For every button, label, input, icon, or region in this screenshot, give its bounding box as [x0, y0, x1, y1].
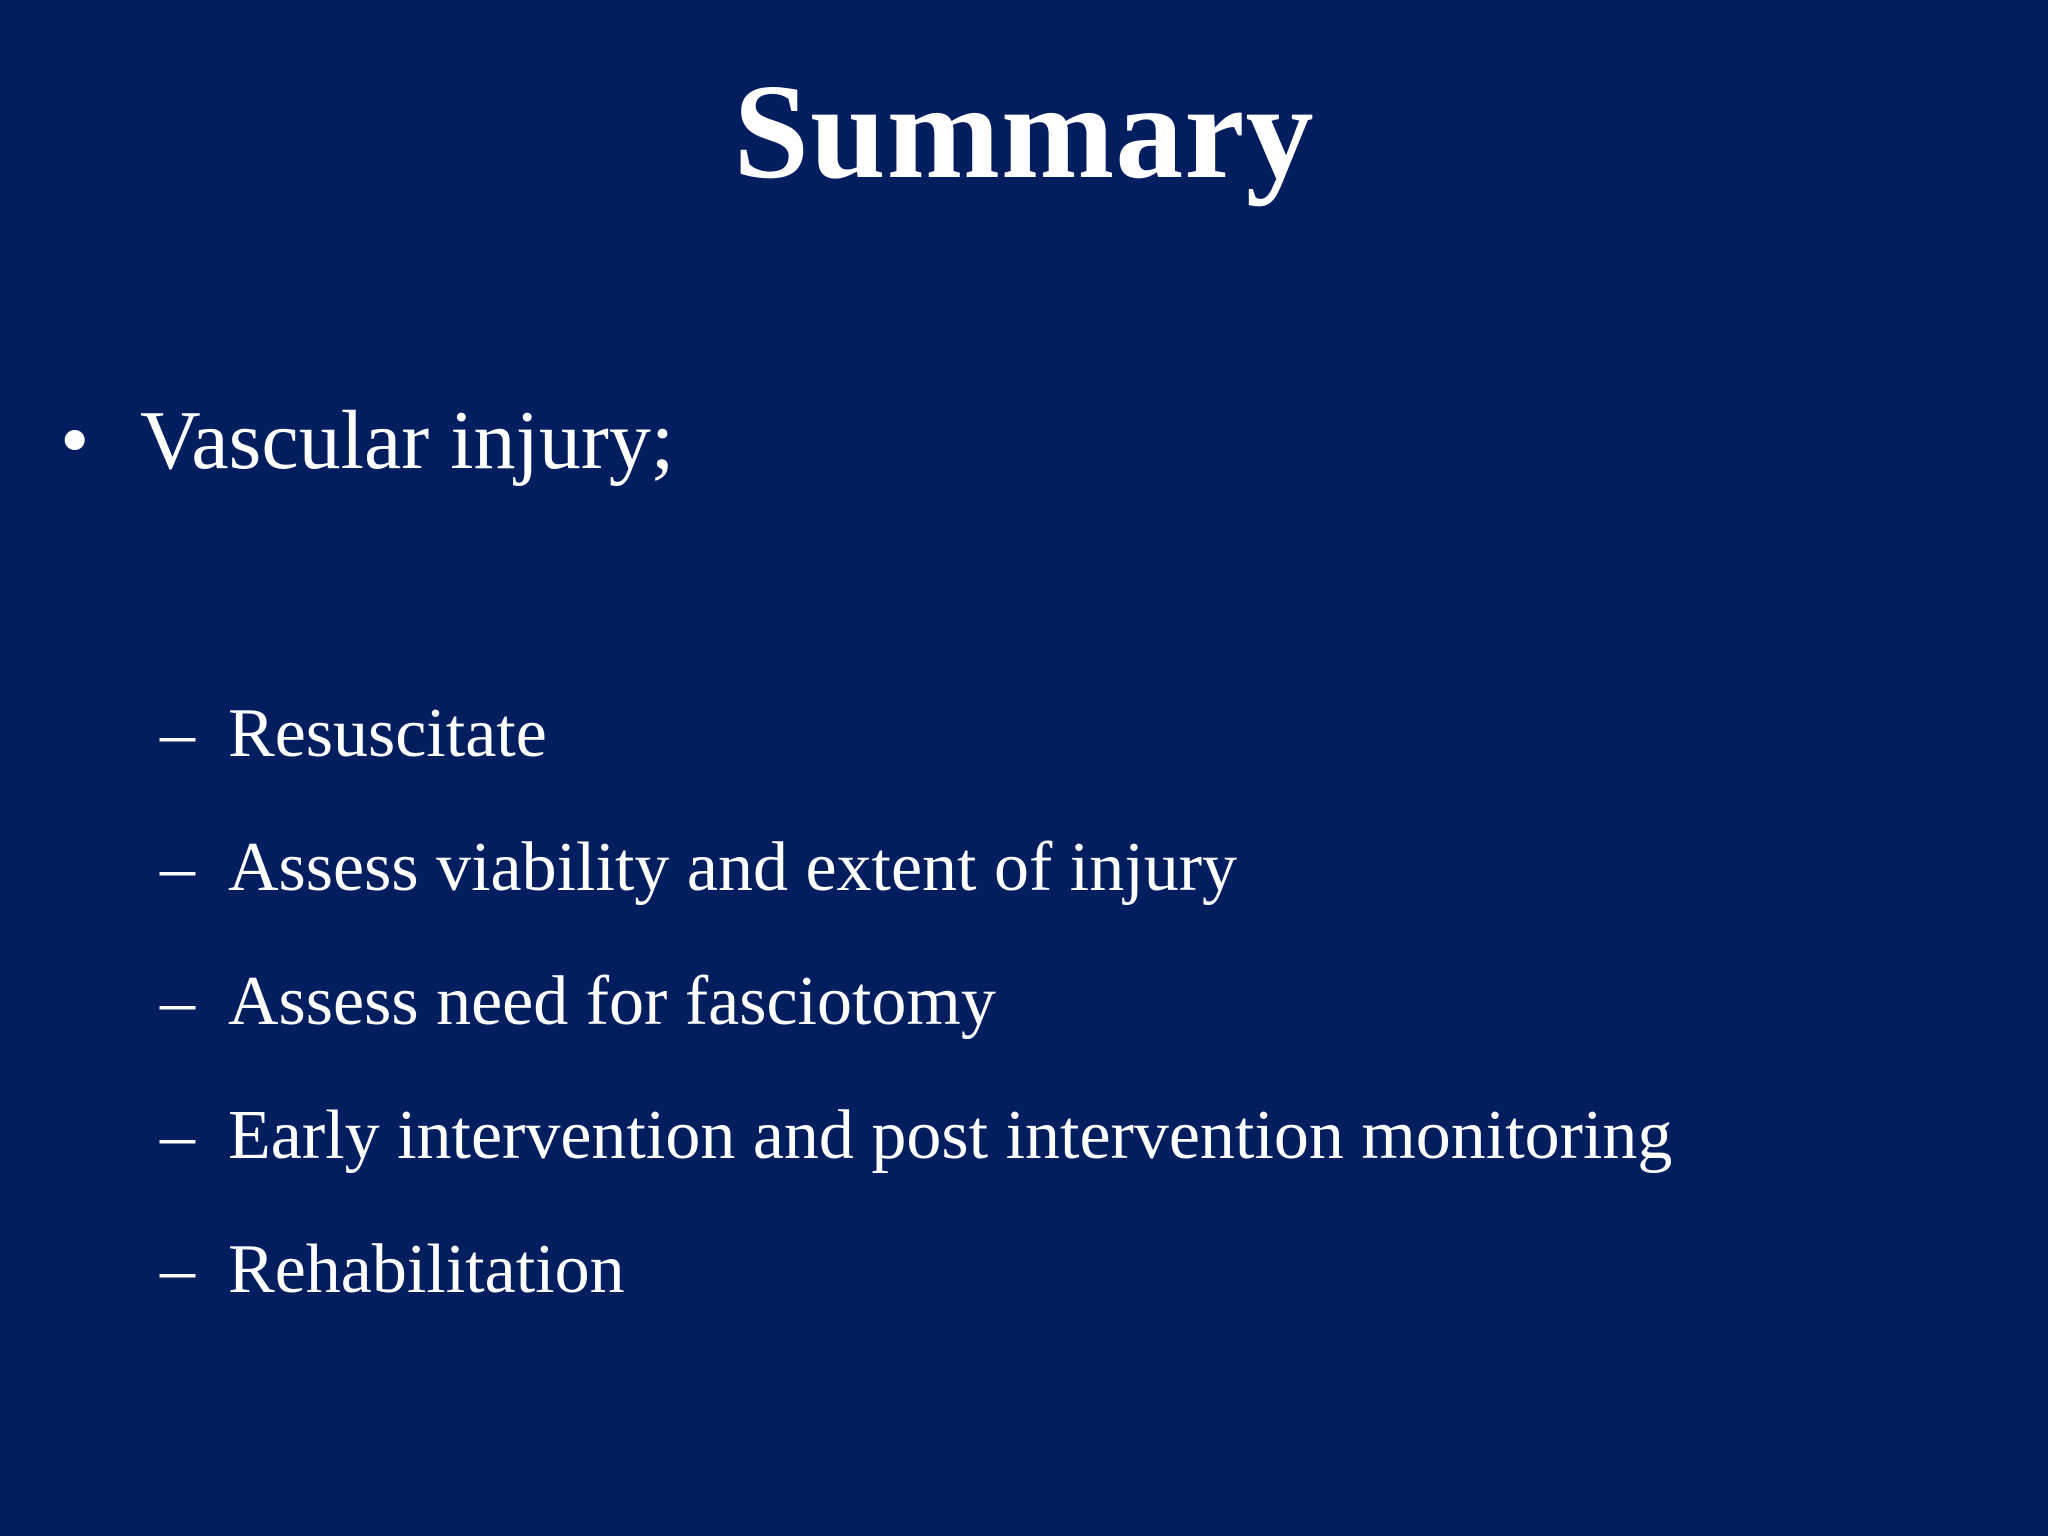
sub-item-label: Assess viability and extent of injury: [228, 829, 1238, 906]
dash-icon: –: [160, 1231, 195, 1308]
sub-item-rehabilitation: [160, 1231, 1672, 1365]
sub-item-early-intervention: [160, 1097, 1672, 1231]
sub-item-label: Assess need for fasciotomy: [228, 963, 996, 1040]
dash-icon: –: [160, 695, 195, 772]
bullet-dot-icon: •: [60, 394, 90, 487]
sub-item-label: Resuscitate: [228, 695, 547, 772]
dash-icon: –: [160, 963, 195, 1040]
sub-item-resuscitate: [160, 695, 1672, 829]
sub-item-assess-fasciotomy: [160, 963, 1672, 1097]
slide-title: Summary: [733, 57, 1315, 207]
sub-item-label: Early intervention and post intervention monitoring: [228, 1097, 1673, 1174]
dash-icon: –: [160, 1097, 195, 1174]
sub-bullet-list: [160, 695, 1672, 1365]
sub-item-label: Rehabilitation: [228, 1231, 625, 1308]
bullet-text: Vascular injury;: [140, 394, 675, 487]
sub-item-assess-viability: [160, 829, 1672, 963]
dash-icon: –: [160, 829, 195, 906]
bullet-vascular-injury: [60, 395, 674, 487]
